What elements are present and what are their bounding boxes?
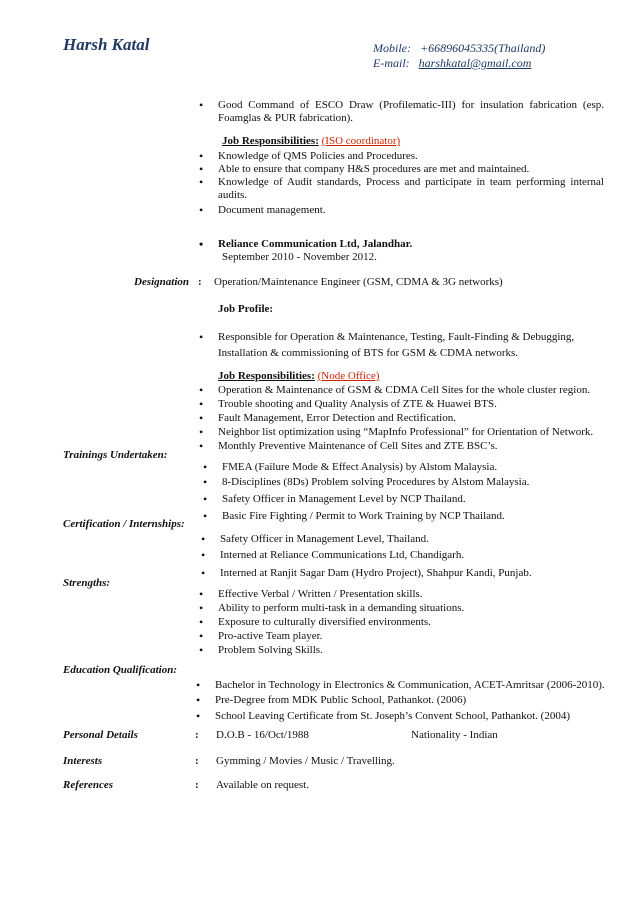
trainings-label: Trainings Undertaken: xyxy=(63,449,168,461)
email-label: E-mail: xyxy=(373,56,410,70)
list-item: • 8-Disciplines (8Ds) Problem solving Procedures by Alstom Malaysia. xyxy=(222,476,602,489)
list-item: • Able to ensure that company H&S procedures are met and maintained. xyxy=(218,163,604,176)
interests-label: Interests xyxy=(63,755,103,767)
resp-title: Job Responsibilities: xyxy=(218,370,315,382)
list-item: • Trouble shooting and Quality Analysis of ZTE & Huawei BTS. xyxy=(218,398,618,411)
designation-label: Designation xyxy=(134,276,190,288)
reliance-list xyxy=(218,238,598,251)
list-item: • Exposure to culturally diversified environments. xyxy=(218,616,598,629)
mobile-label: Mobile: xyxy=(373,41,411,55)
list-item: • Fault Management, Error Detection and Rectification. xyxy=(218,412,618,425)
resp-title: Job Responsibilities: xyxy=(222,135,319,147)
reliance-resp-list xyxy=(218,384,618,453)
list-item: • Interned at Reliance Communications Ltd, Chandigarh. xyxy=(220,549,600,562)
strengths-list xyxy=(218,588,598,657)
mobile-line xyxy=(373,42,545,55)
trainings-list xyxy=(222,461,602,523)
list-item: • Basic Fire Fighting / Permit to Work Training by NCP Thailand. xyxy=(222,510,602,523)
esco-resp-heading xyxy=(222,135,400,148)
education-list xyxy=(215,679,615,723)
job-profile-list xyxy=(218,329,584,361)
list-item: • Good Command of ESCO Draw (Profilematic-III) for insulation fabrication (esp. Foamglas & PUR fabrication). xyxy=(218,99,604,125)
list-item: • School Leaving Certificate from St. Joseph’s Convent School, Pathankot. (2004) xyxy=(215,710,615,723)
reliance-resp-heading xyxy=(218,370,379,383)
designation-value: Operation/Maintenance Engineer (GSM, CDMA & 3G networks) xyxy=(214,276,503,288)
interests-value: Gymming / Movies / Music / Travelling. xyxy=(216,755,395,767)
interests-colon: : xyxy=(195,755,199,767)
list-item: • Neighbor list optimization using “MapInfo Professional” for Orientation of Network. xyxy=(218,426,618,439)
references-label: References xyxy=(63,779,114,791)
certification-label: Certification / Internships: xyxy=(63,518,185,530)
education-label: Education Qualification: xyxy=(63,664,177,676)
certification-list xyxy=(220,533,600,580)
job-profile-heading: Job Profile: xyxy=(218,303,274,315)
reliance-dates: September 2010 - November 2012. xyxy=(222,251,377,263)
list-item: • Safety Officer in Management Level, Thailand. xyxy=(220,533,600,546)
list-item: • FMEA (Failure Mode & Effect Analysis) by Alstom Malaysia. xyxy=(222,461,602,474)
list-item: • Knowledge of Audit standards, Process and participate in team performing internal audits. xyxy=(218,176,604,202)
list-item: • Document management. xyxy=(218,204,604,217)
list-item: • Effective Verbal / Written / Presentation skills. xyxy=(218,588,598,601)
list-item: • Operation & Maintenance of GSM & CDMA Cell Sites for the whole cluster region. xyxy=(218,384,618,397)
nationality-value: Nationality - Indian xyxy=(411,729,498,741)
list-item: • Pre-Degree from MDK Public School, Pathankot. (2006) xyxy=(215,694,615,707)
candidate-name: Harsh Katal xyxy=(63,35,150,54)
resp-role: (ISO coordinator) xyxy=(321,135,401,147)
list-item: • Responsible for Operation & Maintenance, Testing, Fault-Finding & Debugging, Installation & commissioning of BTS for GSM & CDMA networks. xyxy=(218,329,584,361)
list-item: • Interned at Ranjit Sagar Dam (Hydro Project), Shahpur Kandi, Punjab. xyxy=(220,567,600,580)
email-line xyxy=(373,57,531,70)
esco-resp-list xyxy=(218,150,604,217)
personal-colon: : xyxy=(195,729,199,741)
dob-value: D.O.B - 16/Oct/1988 xyxy=(216,729,309,741)
email-link[interactable]: harshkatal@gmail.com xyxy=(418,56,532,70)
designation-colon: : xyxy=(198,276,202,288)
list-item: • Pro-active Team player. xyxy=(218,630,598,643)
references-colon: : xyxy=(195,779,199,791)
list-item: • Knowledge of QMS Policies and Procedures. xyxy=(218,150,604,163)
esco-list xyxy=(218,99,604,125)
mobile-number: +66896045335(Thailand) xyxy=(420,41,546,55)
list-item: • Problem Solving Skills. xyxy=(218,644,598,657)
list-item: • Bachelor in Technology in Electronics & Communication, ACET-Amritsar (2006-2010). xyxy=(215,679,615,692)
list-item: • Safety Officer in Management Level by NCP Thailand. xyxy=(222,493,602,506)
personal-details-label: Personal Details xyxy=(63,729,138,741)
references-value: Available on request. xyxy=(216,779,309,791)
list-item: • Monthly Preventive Maintenance of Cell Sites and ZTE BSC’s. xyxy=(218,440,618,453)
strengths-label: Strengths: xyxy=(63,577,111,589)
list-item: • Ability to perform multi-task in a demanding situations. xyxy=(218,602,598,615)
resp-role: (Node Office) xyxy=(317,370,380,382)
company-name: • Reliance Communication Ltd, Jalandhar. xyxy=(218,238,598,251)
